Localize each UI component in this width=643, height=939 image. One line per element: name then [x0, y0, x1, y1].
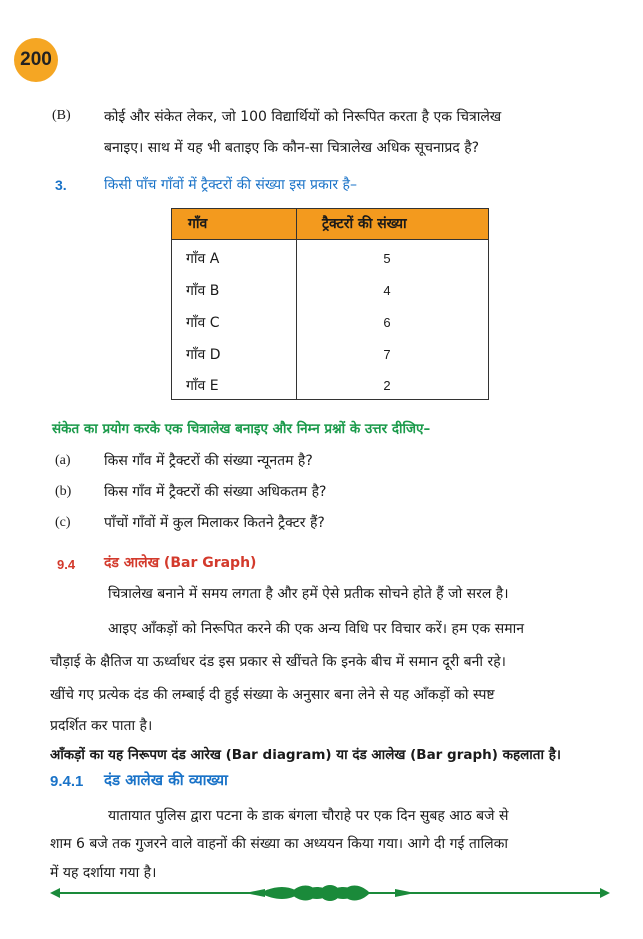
paragraph-2-line: प्रदर्शित कर पाता है। [50, 718, 153, 734]
paragraph-1: चित्रालेख बनाने में समय लगता है और हमें ऐसे प्रतीक सोचने होते हैं जो सरल है। [108, 586, 509, 602]
part-b-line-1: कोई और संकेत लेकर, जो 100 विद्यार्थियों को निरूपित करता है एक चित्रालेख [104, 109, 502, 125]
page-number-badge [14, 38, 58, 82]
table-cell-count: 5 [383, 251, 391, 266]
paragraph-4-line: में यह दर्शाया गया है। [50, 865, 157, 881]
table-cell-village: गाँव B [186, 283, 220, 299]
sub-question-label: (c) [55, 515, 71, 530]
instruction-text: संकेत का प्रयोग करके एक चित्रालेख बनाइए और निम्न प्रश्नों के उत्तर दीजिए– [52, 421, 431, 437]
table-header-village: गाँव [188, 216, 208, 232]
question-3-number: 3. [55, 177, 67, 193]
table-cell-count: 4 [383, 283, 391, 298]
table-cell-village: गाँव E [186, 378, 219, 394]
sub-question-text: पाँचों गाँवों में कुल मिलाकर कितने ट्रैक्टर हैं? [104, 515, 325, 531]
sub-question-text: किस गाँव में ट्रैक्टरों की संख्या अधिकतम है? [104, 484, 327, 500]
table-cell-village: गाँव D [186, 347, 221, 363]
table-cell-village: गाँव C [186, 315, 220, 331]
sub-question-label: (b) [55, 484, 72, 499]
table-cell-count: 2 [383, 378, 391, 393]
section-9-4-1-title: दंड आलेख की व्याख्या [104, 771, 228, 789]
part-b-line-2: बनाइए। साथ में यह भी बताइए कि कौन-सा चित्रालेख अधिक सूचनाप्रद है? [104, 140, 480, 156]
footer-ornament [50, 880, 610, 906]
sub-question-label: (a) [55, 453, 71, 468]
tractor-table [171, 208, 489, 400]
paragraph-3: आँकड़ों का यह निरूपण दंड आरेख (Bar diagram) या दंड आलेख (Bar graph) कहलाता है। [50, 747, 561, 763]
page-number: 200 [20, 49, 52, 70]
section-9-4-1-number: 9.4.1 [50, 773, 84, 790]
table-cell-count: 6 [383, 315, 391, 330]
paragraph-4-line: शाम 6 बजे तक गुजरने वाले वाहनों की संख्या का अध्ययन किया गया। आगे दी गई तालिका [50, 836, 508, 852]
paragraph-2-line: चौड़ाई के क्षैतिज या ऊर्ध्वाधर दंड इस प्रकार से खींचते कि इनके बीच में समान दूरी बनी रहे। [50, 654, 506, 670]
question-3-text: किसी पाँच गाँवों में ट्रैक्टरों की संख्या इस प्रकार है– [104, 177, 357, 193]
table-cell-count: 7 [383, 347, 391, 362]
table-column-divider [296, 209, 297, 399]
section-9-4-number: 9.4 [57, 557, 76, 572]
paragraph-2-line: आइए आँकड़ों को निरूपित करने की एक अन्य विधि पर विचार करें। हम एक समान [108, 621, 524, 637]
paragraph-4-line: यातायात पुलिस द्वारा पटना के डाक बंगला चौराहे पर एक दिन सुबह आठ बजे से [108, 808, 509, 824]
paragraph-2-line: खींचे गए प्रत्येक दंड की लम्बाई दी हुई संख्या के अनुसार बना लेने से यह आँकड़ों को स्पष्ट [50, 687, 495, 703]
part-b-label: (B) [52, 108, 71, 123]
sub-question-text: किस गाँव में ट्रैक्टरों की संख्या न्यूनतम है? [104, 453, 313, 469]
section-9-4-title: दंड आलेख (Bar Graph) [104, 555, 257, 571]
table-cell-village: गाँव A [186, 251, 220, 267]
table-header-count: ट्रैक्टरों की संख्या [322, 216, 407, 232]
